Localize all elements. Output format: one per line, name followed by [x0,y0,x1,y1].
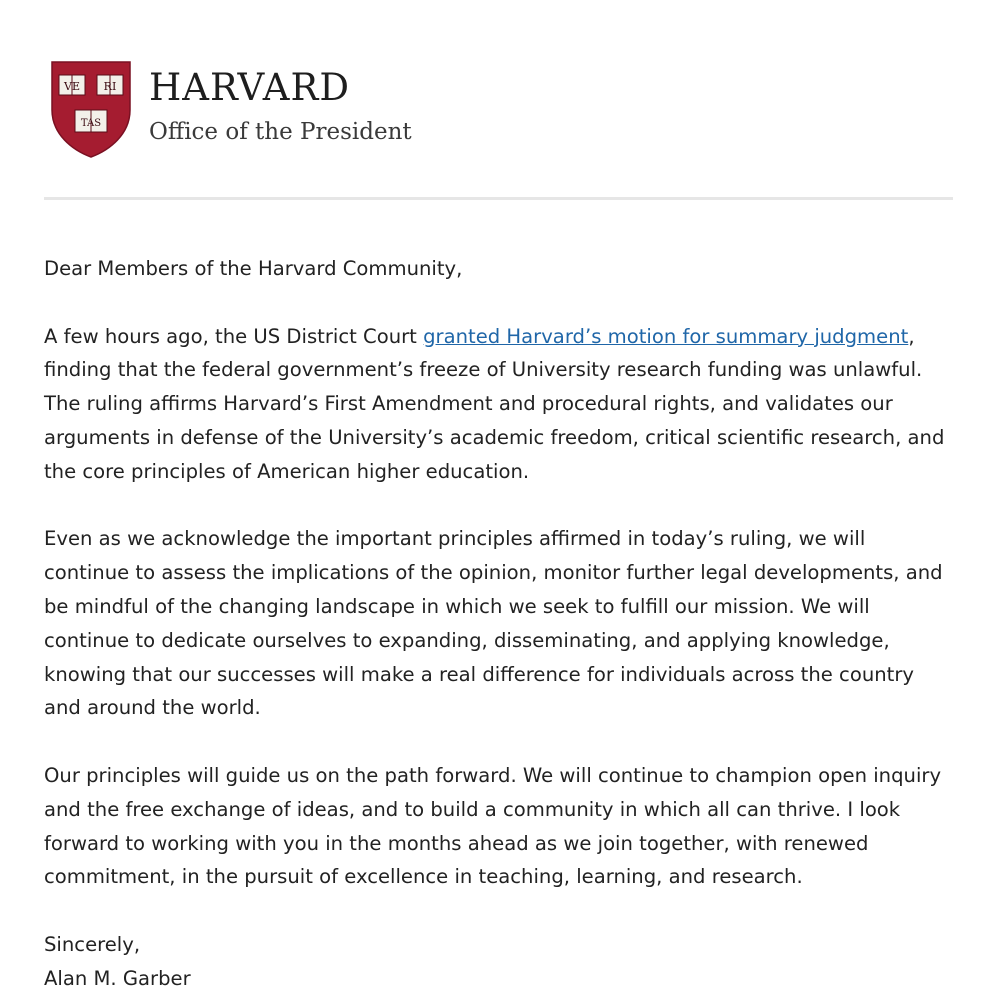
wordmark [149,68,412,146]
paragraph-1-lead: A few hours ago, the US District Court [44,324,424,348]
letter-body [44,252,956,996]
paragraph-1 [44,320,956,489]
signature: Alan M. Garber [44,966,191,990]
office-name: Office of the President [149,119,412,145]
brand-name: HARVARD [149,66,350,109]
book-ri-icon [97,75,123,95]
svg-text:RI: RI [103,80,117,93]
harvard-shield-logo [50,60,132,158]
summary-judgment-link[interactable]: granted Harvard’s motion for summary judgment [423,324,909,348]
svg-text:VE: VE [64,80,80,93]
book-tas-icon [75,110,107,132]
header-divider [44,197,953,200]
letterhead [50,60,450,160]
paragraph-3: Our principles will guide us on the path forward. We will continue to champion open inquiry and the free exchange of ideas, and to build a community in which all can thrive. I look forward to working with you in the months ahead as we join together, with renewed commitment, in the pursuit of excellence in teaching, learning, and research. [44,763,942,889]
paragraph-1-rest: , finding that the federal government’s freeze of University research funding was unlawful. The ruling affirms Harvard’s First Amendment and procedural rights, and validates our arguments in defense of the University’s academic freedom, critical scientific research, and the core principles of American higher education. [44,324,945,483]
greeting: Dear Members of the Harvard Community, [44,257,463,280]
closing: Sincerely, [44,932,141,956]
book-ve-icon [59,75,85,95]
paragraph-2: Even as we acknowledge the important principles affirmed in today’s ruling, we will continue to assess the implications of the opinion, monitor further legal developments, and be mindful of the changing landscape in which we seek to fulfill our mission. We will continue to dedicate ourselves to expanding, disseminating, and applying knowledge, knowing that our successes will make a real difference for individuals across the country and around the world. [44,527,943,720]
svg-text:TAS: TAS [80,118,102,129]
